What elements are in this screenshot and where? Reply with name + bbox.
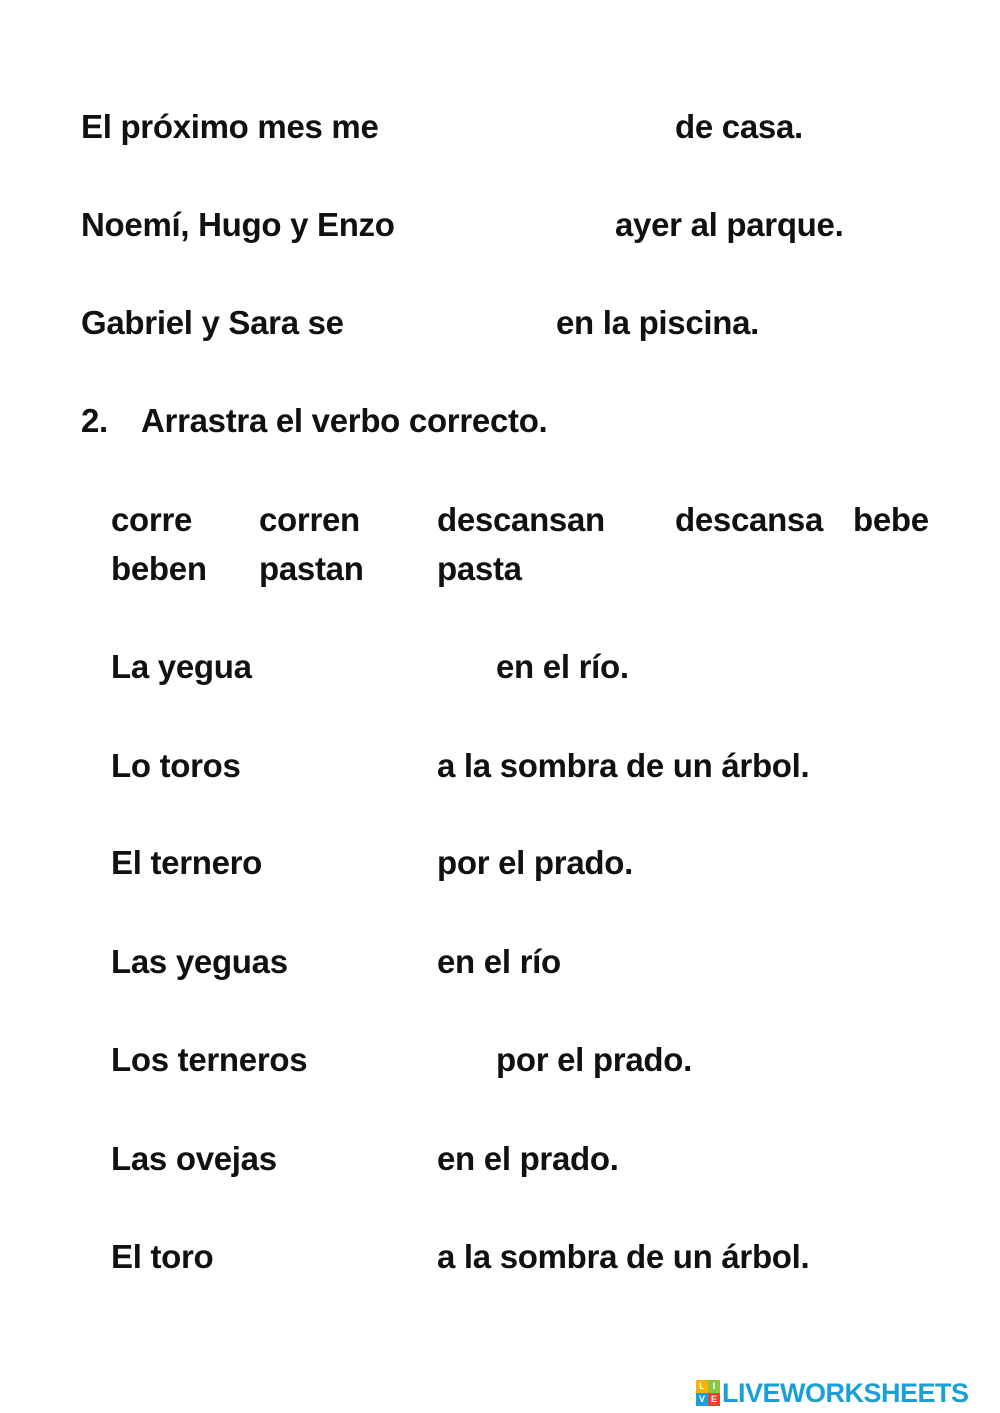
sentence-subject: La yegua — [111, 648, 252, 685]
liveworksheets-logo-text: LIVEWORKSHEETS — [722, 1377, 969, 1408]
sentence-rest: en el prado. — [437, 1140, 619, 1177]
exercise-number: 2. — [81, 402, 108, 439]
word-bank-item[interactable]: descansan — [437, 501, 605, 538]
sentence-subject: El toro — [111, 1238, 214, 1275]
word-bank-item[interactable]: corren — [259, 501, 360, 538]
sentence-rest: por el prado. — [496, 1041, 692, 1078]
word-bank-item[interactable]: bebe — [853, 501, 929, 538]
sentence-3-end: en la piscina. — [556, 304, 760, 341]
sentence-rest: en el río — [437, 943, 561, 980]
sentence-rest: a la sombra de un árbol. — [437, 1238, 810, 1275]
sentence-2-end: ayer al parque. — [615, 206, 844, 243]
sentence-1-end: de casa. — [675, 108, 803, 145]
sentence-subject: Las yeguas — [111, 943, 288, 980]
liveworksheets-logo-icon — [696, 1380, 720, 1406]
logo-mark-letter: L — [696, 1380, 708, 1393]
word-bank-item[interactable]: pastan — [259, 550, 364, 587]
logo-mark-letter: I — [708, 1380, 720, 1393]
sentence-rest: por el prado. — [437, 844, 633, 881]
word-bank-item[interactable]: beben — [111, 550, 207, 587]
sentence-3-start: Gabriel y Sara se — [81, 304, 344, 341]
sentence-2-start: Noemí, Hugo y Enzo — [81, 206, 395, 243]
sentence-1-start: El próximo mes me — [81, 108, 379, 145]
sentence-subject: Las ovejas — [111, 1140, 277, 1177]
sentence-rest: en el río. — [496, 648, 629, 685]
sentence-subject: Los terneros — [111, 1041, 308, 1078]
word-bank-item[interactable]: descansa — [675, 501, 824, 538]
sentence-subject: Lo toros — [111, 747, 241, 784]
liveworksheets-logo — [696, 1378, 969, 1408]
sentence-subject: El ternero — [111, 844, 263, 881]
logo-mark-letter: V — [696, 1393, 708, 1406]
word-bank-item[interactable]: pasta — [437, 550, 522, 587]
sentence-rest: a la sombra de un árbol. — [437, 747, 810, 784]
logo-mark-letter: E — [708, 1393, 720, 1406]
exercise-heading: Arrastra el verbo correcto. — [141, 402, 548, 439]
word-bank-item[interactable]: corre — [111, 501, 193, 538]
